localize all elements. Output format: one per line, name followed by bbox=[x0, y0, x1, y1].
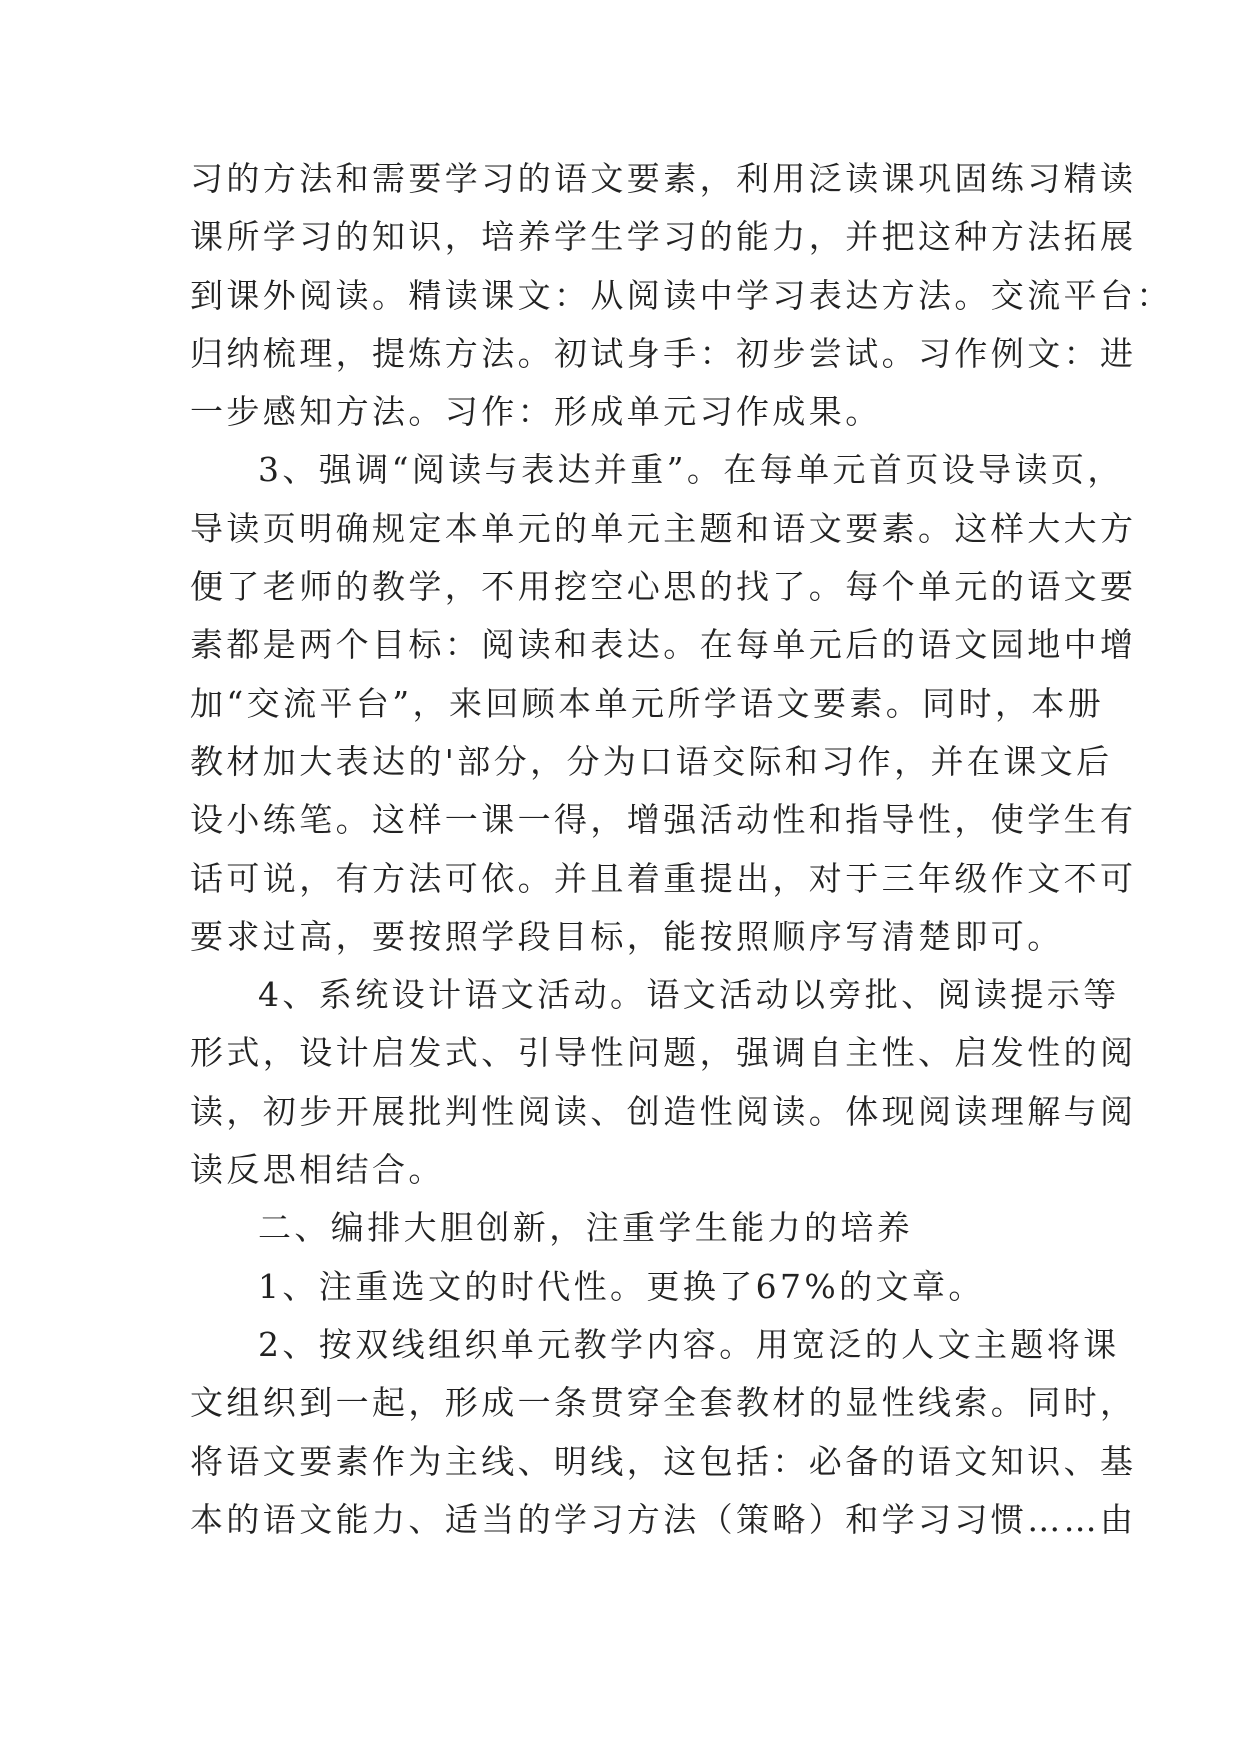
text-line: 读，初步开展批判性阅读、创造性阅读。体现阅读理解与阅 bbox=[190, 1091, 1137, 1131]
text-line: 读反思相结合。 bbox=[190, 1150, 445, 1190]
text-line: 将语文要素作为主线、明线，这包括：必备的语文知识、基 bbox=[190, 1441, 1137, 1481]
body-text bbox=[190, 150, 1173, 1549]
text-line: 习的方法和需要学习的语文要素，利用泛读课巩固练习精读 bbox=[190, 159, 1137, 198]
text-line: 一步感知方法。习作：形成单元习作成果。 bbox=[190, 392, 882, 432]
text-line: 到课外阅读。精读课文：从阅读中学习表达方法。交流平台： bbox=[190, 275, 1173, 315]
text-line: 教材加大表达的'部分，分为口语交际和习作，并在课文后 bbox=[190, 741, 1113, 781]
text-line: 加“交流平台”，来回顾本单元所学语文要素。同时，本册 bbox=[190, 683, 1105, 723]
text-line: 便了老师的教学，不用挖空心思的找了。每个单元的语文要 bbox=[190, 567, 1137, 607]
text-line: 本的语文能力、适当的学习方法（策略）和学习习惯……由 bbox=[190, 1499, 1137, 1539]
paragraph-first-line: 2、按双线组织单元教学内容。用宽泛的人文主题将课 bbox=[258, 1324, 1120, 1364]
paragraph-first-line: 4、系统设计语文活动。语文活动以旁批、阅读提示等 bbox=[258, 975, 1120, 1015]
text-line: 设小练笔。这样一课一得，增强活动性和指导性，使学生有 bbox=[190, 800, 1137, 840]
text-line: 要求过高，要按照学段目标，能按照顺序写清楚即可。 bbox=[190, 916, 1064, 956]
text-line: 归纳梳理，提炼方法。初试身手：初步尝试。习作例文：进 bbox=[190, 333, 1137, 373]
text-line: 导读页明确规定本单元的单元主题和语文要素。这样大大方 bbox=[190, 508, 1137, 548]
section-heading: 二、编排大胆创新，注重学生能力的培养 bbox=[258, 1208, 914, 1248]
text-line: 话可说，有方法可依。并且着重提出，对于三年级作文不可 bbox=[190, 858, 1137, 898]
text-line: 文组织到一起，形成一条贯穿全套教材的显性线索。同时， bbox=[190, 1383, 1137, 1423]
paragraph-first-line: 1、注重选文的时代性。更换了67%的文章。 bbox=[258, 1266, 985, 1306]
text-line: 形式，设计启发式、引导性问题，强调自主性、启发性的阅 bbox=[190, 1033, 1137, 1073]
text-line: 课所学习的知识，培养学生学习的能力，并把这种方法拓展 bbox=[190, 217, 1137, 257]
text-line: 素都是两个目标：阅读和表达。在每单元后的语文园地中增 bbox=[190, 625, 1137, 665]
paragraph-first-line: 3、强调“阅读与表达并重”。在每单元首页设导读页， bbox=[258, 450, 1124, 490]
